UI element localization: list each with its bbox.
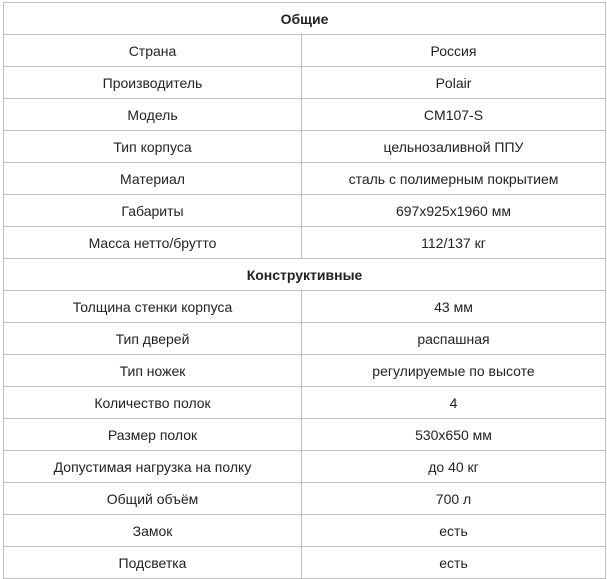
section-title-construction: Конструктивные bbox=[4, 259, 606, 291]
section-title-general: Общие bbox=[4, 3, 606, 35]
row-label: Модель bbox=[4, 99, 302, 131]
table-row bbox=[4, 515, 606, 547]
row-value: 530x650 мм bbox=[302, 419, 606, 451]
row-value: CM107-S bbox=[302, 99, 606, 131]
table-row bbox=[4, 547, 606, 579]
table-row bbox=[4, 323, 606, 355]
table-row bbox=[4, 131, 606, 163]
row-label: Материал bbox=[4, 163, 302, 195]
row-value: 43 мм bbox=[302, 291, 606, 323]
row-value: сталь с полимерным покрытием bbox=[302, 163, 606, 195]
row-value: Polair bbox=[302, 67, 606, 99]
row-label: Замок bbox=[4, 515, 302, 547]
row-label: Страна bbox=[4, 35, 302, 67]
section-header-row bbox=[4, 3, 606, 35]
row-value: есть bbox=[302, 515, 606, 547]
table-row bbox=[4, 67, 606, 99]
table-row bbox=[4, 419, 606, 451]
row-label: Тип дверей bbox=[4, 323, 302, 355]
row-value: 700 л bbox=[302, 483, 606, 515]
table-row bbox=[4, 483, 606, 515]
row-value: Россия bbox=[302, 35, 606, 67]
table-row bbox=[4, 163, 606, 195]
table-row bbox=[4, 35, 606, 67]
row-value: есть bbox=[302, 547, 606, 579]
row-label: Тип корпуса bbox=[4, 131, 302, 163]
row-label: Тип ножек bbox=[4, 355, 302, 387]
row-value: регулируемые по высоте bbox=[302, 355, 606, 387]
table-row bbox=[4, 195, 606, 227]
row-label: Допустимая нагрузка на полку bbox=[4, 451, 302, 483]
row-label: Размер полок bbox=[4, 419, 302, 451]
row-value: цельнозаливной ППУ bbox=[302, 131, 606, 163]
table-row bbox=[4, 99, 606, 131]
row-value: 4 bbox=[302, 387, 606, 419]
row-label: Производитель bbox=[4, 67, 302, 99]
table-row bbox=[4, 227, 606, 259]
row-label: Габариты bbox=[4, 195, 302, 227]
table-row bbox=[4, 291, 606, 323]
row-label: Масса нетто/брутто bbox=[4, 227, 302, 259]
row-label: Толщина стенки корпуса bbox=[4, 291, 302, 323]
table-row bbox=[4, 451, 606, 483]
row-value: 112/137 кг bbox=[302, 227, 606, 259]
section-header-row bbox=[4, 259, 606, 291]
row-label: Подсветка bbox=[4, 547, 302, 579]
table-row bbox=[4, 355, 606, 387]
table-row bbox=[4, 387, 606, 419]
spec-table bbox=[3, 2, 606, 579]
row-label: Общий объём bbox=[4, 483, 302, 515]
row-value: 697x925x1960 мм bbox=[302, 195, 606, 227]
row-value: до 40 кг bbox=[302, 451, 606, 483]
row-value: распашная bbox=[302, 323, 606, 355]
row-label: Количество полок bbox=[4, 387, 302, 419]
